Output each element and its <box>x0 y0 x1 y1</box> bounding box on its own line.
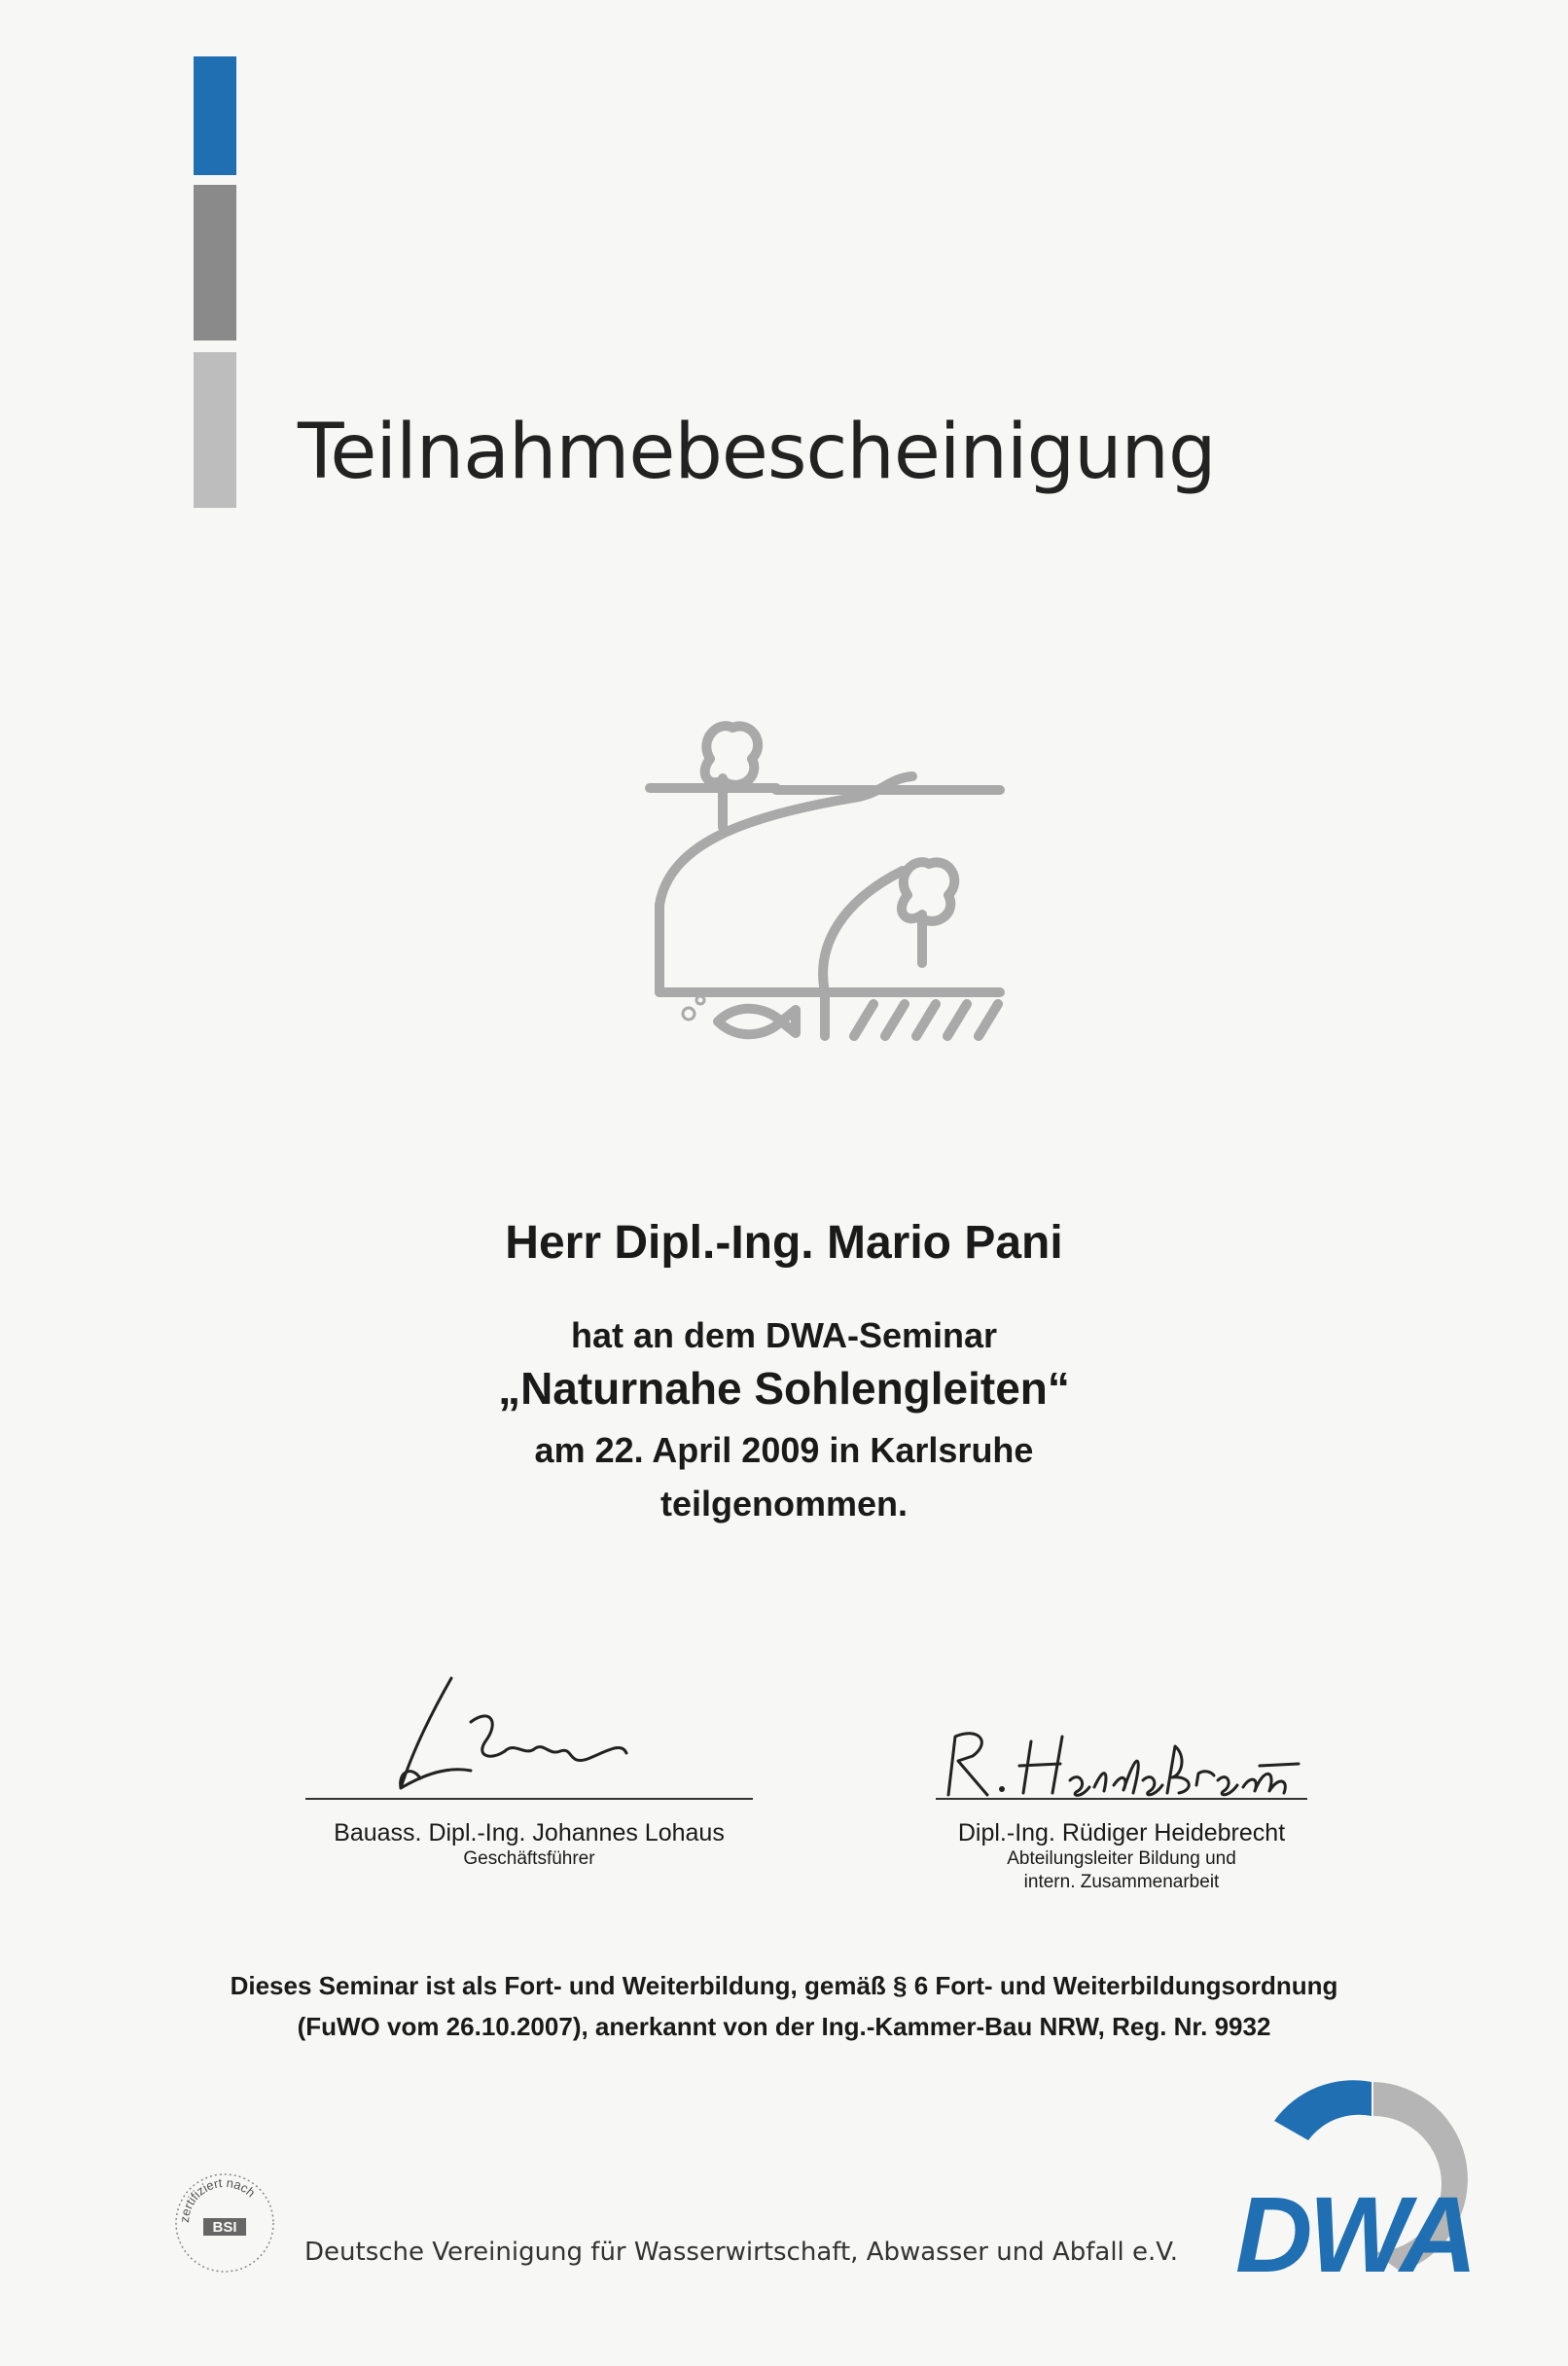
signer-left-role: Geschäftsführer <box>463 1848 595 1869</box>
signer-right-name: Dipl.-Ing. Rüdiger Heidebrecht <box>957 1819 1286 1846</box>
document-title: Teilnahmebescheinigung <box>298 409 1216 496</box>
dwa-logo <box>1109 2062 1474 2295</box>
signer-right-block <box>936 1819 1307 1894</box>
river-landscape-icon <box>630 700 1019 1047</box>
signature-left <box>305 1673 753 1800</box>
seminar-date-location: am 22. April 2009 in Karlsruhe <box>534 1430 1034 1470</box>
dwa-logo-text: DWA <box>1235 2175 1474 2295</box>
accent-bar-blue <box>194 56 236 175</box>
organization-name: Deutsche Vereinigung für Wasserwirtschaft, Abwasser und Abfall e.V. <box>304 2238 1178 2267</box>
participation-text: hat an dem DWA-Seminar <box>570 1315 998 1355</box>
signer-right-role-line2: intern. Zusammenarbeit <box>1023 1872 1220 1892</box>
signature-line-left <box>305 1798 753 1800</box>
accreditation-note-line1: Dieses Seminar ist als Fort- und Weiterbildung, gemäß § 6 Fort- und Weiterbildungsordnung <box>230 1971 1338 2000</box>
participation-closing: teilgenommen. <box>659 1484 909 1524</box>
recipient-name: Herr Dipl.-Ing. Mario Pani <box>505 1217 1063 1269</box>
svg-text:zertifiziert nach <box>177 2175 258 2223</box>
bsi-certification-seal <box>171 2169 278 2276</box>
cert-arc-text: zertifiziert nach <box>176 2174 259 2224</box>
accreditation-note-line2: (FuWO vom 26.10.2007), anerkannt von der Ing.-Kammer-Bau NRW, Reg. Nr. 9932 <box>297 2012 1271 2041</box>
accent-bar-light-gray <box>194 352 236 508</box>
seminar-title: „Naturnahe Sohlengleiten“ <box>498 1363 1070 1414</box>
signature-right <box>934 1727 1303 1800</box>
signer-left-name: Bauass. Dipl.-Ing. Johannes Lohaus <box>334 1819 725 1846</box>
signer-right-role-line1: Abteilungsleiter Bildung und <box>1007 1848 1236 1869</box>
accent-bar-dark-gray <box>194 185 236 341</box>
cert-logo-text: BSI <box>212 2219 237 2236</box>
signature-line-right <box>936 1798 1307 1800</box>
signer-left-block <box>305 1819 753 1871</box>
